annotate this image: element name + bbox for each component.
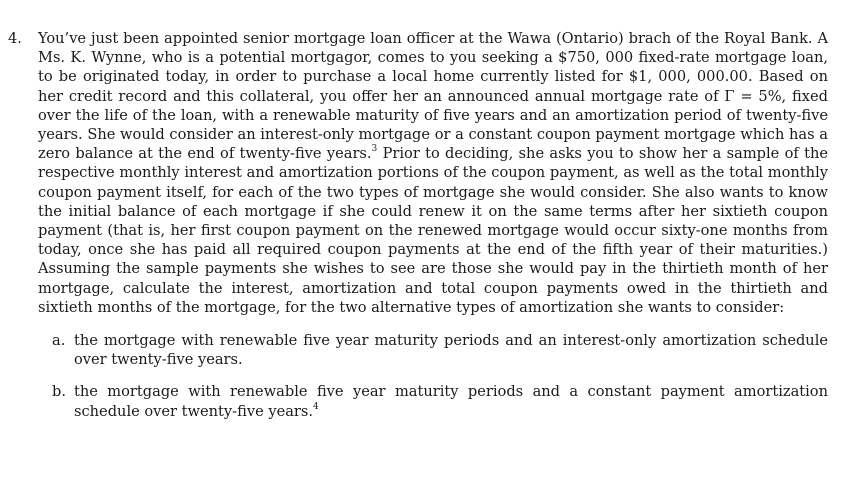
problem-number: 4.	[8, 30, 22, 47]
footnote-marker-4: 4	[313, 401, 319, 412]
sub-question-text: the mortgage with renewable five year maturity periods and a constant payment amortization schedule over twenty-five years.	[74, 383, 828, 420]
problem-statement	[38, 29, 828, 317]
sub-question-a	[52, 331, 828, 369]
sub-question-label: b.	[52, 383, 66, 401]
sub-question-b	[52, 382, 828, 420]
problem-text-part2: Prior to deciding, she asks you to show her a sample of the respective monthly interest and amortization portions of the coupon payment, as well as the total monthly coupon payment itself, for each of the two types of mortgage she would consider. She also wants to know the initial balance of each mortgage if she could renew it on the same terms after her sixtieth coupon payment (that is, her first coupon payment on the renewed mortgage would occur sixty-one months from today, once she has paid all required coupon payments at the end of the fifth year of their maturities.) Assuming the sample payments she wishes to see are those she would pay in the thirtieth month of her mortgage, calculate the interest, amortization and total coupon payments owed in the thirtieth and sixtieth months of the mortgage, for the two alternative types of amortization she wants to consider:	[38, 145, 828, 316]
footnote-marker-3: 3	[371, 144, 378, 155]
problem-text-part1: You’ve just been appointed senior mortgage loan officer at the Wawa (Ontario) brach of the Royal Bank. A Ms. K. Wynne, who is a potential mortgagor, comes to you seeking a $750, 000 fixed-rate mortgage loan, to be originated today, in order to purchase a local home currently listed for $1, 000, 000.00. Based on her credit record and this collateral, you offer her an announced annual mortgage rate of Γ = 5%, fixed over the life of the loan, with a renewable maturity of five years and an amortization period of twenty-five years. She would consider an interest-only mortgage or a constant coupon payment mortgage which has a zero balance at the end of twenty-five years.	[38, 30, 828, 163]
sub-question-label: a.	[52, 332, 66, 350]
sub-question-text: the mortgage with renewable five year maturity periods and an interest-only amortization schedule over twenty-five years.	[74, 332, 828, 369]
sub-questions	[52, 331, 828, 421]
problem-4	[8, 29, 828, 434]
